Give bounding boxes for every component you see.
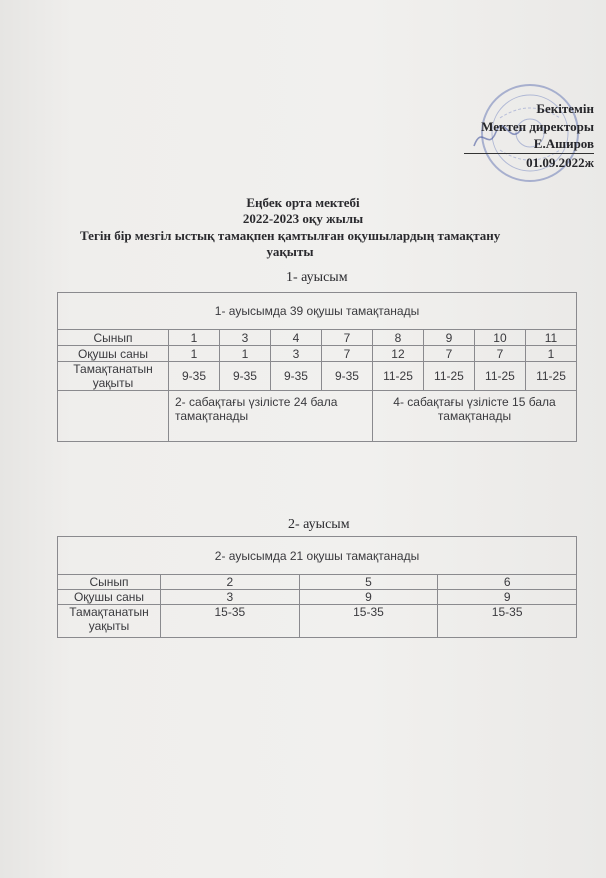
class-cell: 8: [372, 330, 423, 346]
academic-year: 2022-2023 оқу жылы: [242, 211, 364, 226]
class-cell: 5: [299, 575, 438, 590]
row-label-students: Оқушы саны: [58, 346, 169, 362]
approval-director-name: Е.Аширов: [464, 135, 594, 154]
row-label-time: Тамақтанатын уақыты: [58, 605, 161, 638]
document-subtitle-line2: уақыты: [266, 244, 314, 259]
time-cell: 9-35: [270, 362, 321, 391]
shift1-label: 1- ауысым: [286, 270, 348, 285]
class-cell: 10: [474, 330, 525, 346]
row-label-time: Тамақтанатын уақыты: [58, 362, 169, 391]
shift1-header: 1- ауысымда 39 оқушы тамақтанады: [58, 293, 577, 330]
table-row: [58, 391, 577, 442]
students-cell: 3: [270, 346, 321, 362]
note-break-2: 2- сабақтағы үзілісте 24 бала тамақтанады: [169, 391, 373, 442]
students-cell: 1: [219, 346, 270, 362]
time-cell: 11-25: [372, 362, 423, 391]
time-cell: 15-35: [299, 605, 438, 638]
approval-approved: Бекітемін: [536, 101, 594, 116]
time-cell: 9-35: [321, 362, 372, 391]
time-cell: 15-35: [438, 605, 577, 638]
table-row: [58, 330, 577, 346]
students-cell: 7: [321, 346, 372, 362]
table-row: [58, 605, 577, 638]
row-label-class: Сынып: [58, 330, 169, 346]
approval-director-title: Мектеп директоры: [481, 118, 594, 134]
shift2-label: 2- ауысым: [288, 517, 350, 532]
school-name: Еңбек орта мектебі: [246, 195, 360, 210]
time-cell: 9-35: [169, 362, 220, 391]
table-row: [58, 575, 577, 590]
approval-date: 01.09.2022ж: [526, 154, 594, 170]
students-cell: 7: [423, 346, 474, 362]
class-cell: 1: [169, 330, 220, 346]
time-cell: 11-25: [474, 362, 525, 391]
students-cell: 12: [372, 346, 423, 362]
students-cell: 9: [299, 590, 438, 605]
class-cell: 7: [321, 330, 372, 346]
class-cell: 9: [423, 330, 474, 346]
note-break-4: 4- сабақтағы үзілісте 15 бала тамақтанады: [372, 391, 576, 442]
time-cell: 9-35: [219, 362, 270, 391]
students-cell: 3: [161, 590, 300, 605]
students-cell: 1: [525, 346, 576, 362]
time-cell: 11-25: [423, 362, 474, 391]
shift2-table: [57, 536, 577, 638]
class-cell: 3: [219, 330, 270, 346]
time-cell: 11-25: [525, 362, 576, 391]
class-cell: 2: [161, 575, 300, 590]
class-cell: 4: [270, 330, 321, 346]
class-cell: 11: [525, 330, 576, 346]
row-label-class: Сынып: [58, 575, 161, 590]
time-cell: 15-35: [161, 605, 300, 638]
document-subtitle-line1: Тегін бір мезгіл ыстық тамақпен қамтылған оқушылардың тамақтану: [80, 228, 501, 243]
students-cell: 1: [169, 346, 220, 362]
empty-cell: [58, 391, 169, 442]
row-label-students: Оқушы саны: [58, 590, 161, 605]
approval-block: [464, 100, 594, 171]
students-cell: 9: [438, 590, 577, 605]
students-cell: 7: [474, 346, 525, 362]
table-row: [58, 362, 577, 391]
shift2-header: 2- ауысымда 21 оқушы тамақтанады: [58, 537, 577, 575]
table-row: [58, 346, 577, 362]
table-row: [58, 590, 577, 605]
shift1-table: [57, 292, 577, 442]
class-cell: 6: [438, 575, 577, 590]
